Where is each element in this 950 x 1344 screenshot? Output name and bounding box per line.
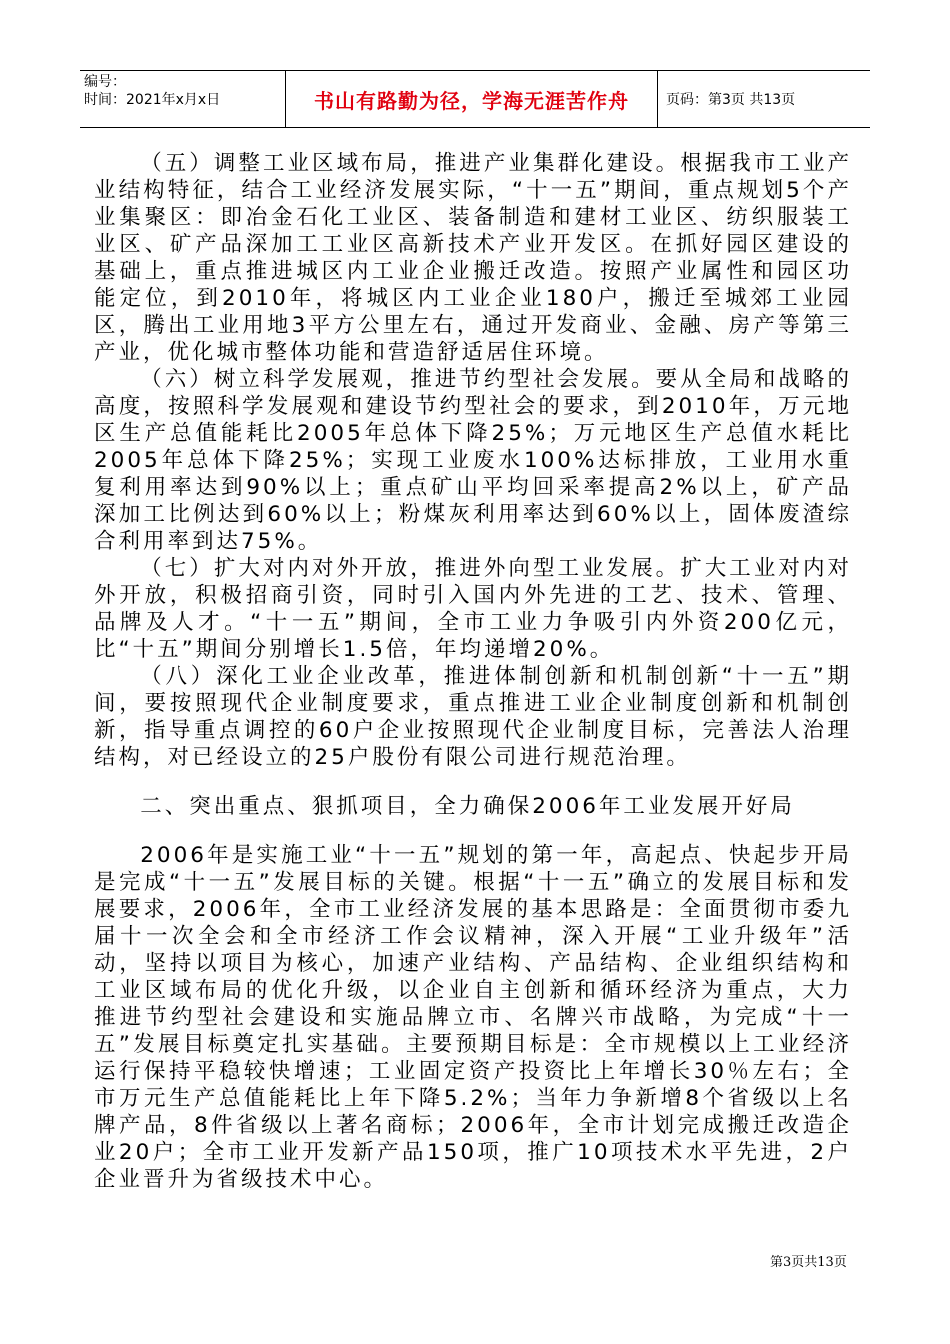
header-page-cell xyxy=(658,71,870,127)
page-footer: 第3页共13页 xyxy=(770,1255,847,1270)
document-header xyxy=(80,70,870,128)
section-heading: 二、突出重点、狠抓项目，全力确保2006年工业发展开好局 xyxy=(140,794,795,819)
header-page-number: 页码：第3页 共13页 xyxy=(666,92,796,108)
document-body xyxy=(94,150,852,1193)
header-motto: 书山有路勤为径，学海无涯苦作舟 xyxy=(314,88,629,113)
paragraph-section-7: （七）扩大对内对外开放，推进外向型工业发展。扩大工业对内对外开放，积极招商引资，同时引入国内外先进的工艺、技术、管理、品牌及人才。“十一五”期间，全市工业力争吸引内外资200亿元，比“十五”期间分别增长1.5倍，年均递增20%。 xyxy=(94,556,852,662)
header-meta xyxy=(80,71,286,127)
paragraph-section-6: （六）树立科学发展观，推进节约型社会发展。要从全局和战略的高度，按照科学发展观和建设节约型社会的要求，到2010年，万元地区生产总值能耗比2005年总体下降25%；万元地区生产总值水耗比2005年总体下降25%；实现工业废水100%达标排放，工业用水重复利用率达到90%以上；重点矿山平均回采率提高2%以上，矿产品深加工比例达到60%以上；粉煤灰利用率达到60%以上，固体废渣综合利用率到达75%。 xyxy=(94,367,852,554)
paragraph-section-5: （五）调整工业区域布局，推进产业集群化建设。根据我市工业产业结构特征，结合工业经济发展实际，“十一五”期间，重点规划5个产业集聚区：即冶金石化工业区、装备制造和建材工业区、纺织服装工业区、矿产品深加工工业区高新技术产业开发区。在抓好园区建设的基础上，重点推进城区内工业企业搬迁改造。按照产业属性和园区功能定位，到2010年，将城区内工业企业180户，搬迁至城郊工业园区，腾出工业用地3平方公里左右，通过开发商业、金融、房产等第三产业，优化城市整体功能和营造舒适居住环境。 xyxy=(94,151,852,365)
paragraph-section-8: （八）深化工业企业改革，推进体制创新和机制创新“十一五”期间，要按照现代企业制度要求，重点推进工业企业制度创新和机制创新，指导重点调控的60户企业按照现代企业制度目标，完善法人治理结构，对已经设立的25户股份有限公司进行规范治理。 xyxy=(94,664,852,770)
document-date-label: 时间：2021年x月x日 xyxy=(84,92,221,108)
header-motto-cell xyxy=(286,71,658,127)
document-number-label: 编号： xyxy=(84,74,126,90)
paragraph-2006-plan: 2006年是实施工业“十一五”规划的第一年，高起点、快起步开局是完成“十一五”发展目标的关键。根据“十一五”确立的发展目标和发展要求，2006年，全市工业经济发展的基本思路是：全面贯彻市委九届十一次全会和全市经济工作会议精神，深入开展“工业升级年”活动，坚持以项目为核心，加速产业结构、产品结构、企业组织结构和工业区域布局的优化升级，以企业自主创新和循环经济为重点，大力推进节约型社会建设和实施品牌立市、名牌兴市战略，为完成“十一五”发展目标奠定扎实基础。主要预期目标是：全市规模以上工业经济运行保持平稳较快增速；工业固定资产投资比上年增长30％左右；全市万元生产总值能耗比上年下降5.2%；当年力争新增8个省级以上名牌产品，8件省级以上著名商标；2006年，全市计划完成搬迁改造企业20户；全市工业开发新产品150项，推广10项技术水平先进，2户企业晋升为省级技术中心。 xyxy=(94,843,852,1192)
